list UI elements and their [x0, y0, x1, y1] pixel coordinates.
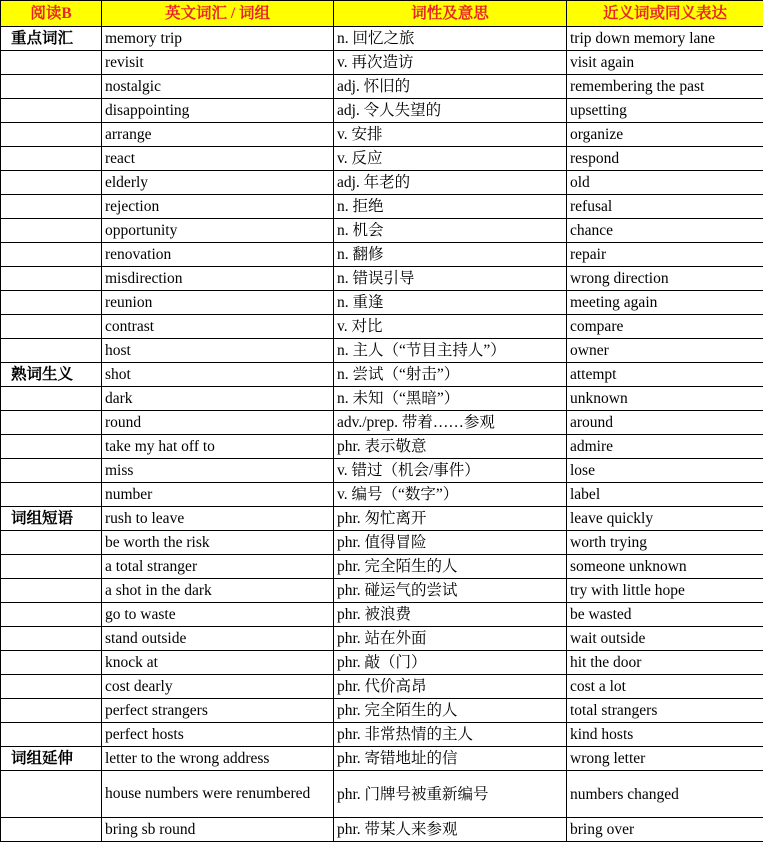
table-row	[1, 579, 763, 603]
category-cell	[1, 99, 102, 123]
table-row	[1, 747, 763, 771]
table-row	[1, 51, 763, 75]
category-cell	[1, 603, 102, 627]
term-cell: round	[102, 411, 334, 435]
category-cell	[1, 291, 102, 315]
synonym-cell: around	[567, 411, 763, 435]
meaning-cell: phr. 完全陌生的人	[334, 699, 567, 723]
synonym-cell: kind hosts	[567, 723, 763, 747]
synonym-cell: remembering the past	[567, 75, 763, 99]
meaning-cell: phr. 带某人来参观	[334, 818, 567, 842]
synonym-cell: leave quickly	[567, 507, 763, 531]
synonym-cell: label	[567, 483, 763, 507]
category-cell	[1, 219, 102, 243]
table-row	[1, 507, 763, 531]
meaning-cell: n. 翻修	[334, 243, 567, 267]
meaning-cell: phr. 代价高昂	[334, 675, 567, 699]
term-cell: knock at	[102, 651, 334, 675]
category-cell	[1, 818, 102, 842]
table-row	[1, 459, 763, 483]
synonym-cell: organize	[567, 123, 763, 147]
category-cell	[1, 483, 102, 507]
category-cell	[1, 267, 102, 291]
table-body	[1, 27, 763, 842]
category-cell	[1, 147, 102, 171]
synonym-cell: wait outside	[567, 627, 763, 651]
synonym-cell: repair	[567, 243, 763, 267]
term-cell: rush to leave	[102, 507, 334, 531]
term-cell: nostalgic	[102, 75, 334, 99]
meaning-cell: phr. 表示敬意	[334, 435, 567, 459]
meaning-cell: phr. 门牌号被重新编号	[334, 771, 567, 818]
meaning-cell: n. 主人（“节目主持人”）	[334, 339, 567, 363]
synonym-cell: compare	[567, 315, 763, 339]
table-row	[1, 75, 763, 99]
synonym-cell: upsetting	[567, 99, 763, 123]
table-row	[1, 99, 763, 123]
header-term: 英文词汇 / 词组	[102, 1, 334, 27]
meaning-cell: phr. 站在外面	[334, 627, 567, 651]
table-row	[1, 555, 763, 579]
term-cell: rejection	[102, 195, 334, 219]
category-cell	[1, 195, 102, 219]
meaning-cell: adj. 年老的	[334, 171, 567, 195]
synonym-cell: hit the door	[567, 651, 763, 675]
category-cell	[1, 339, 102, 363]
synonym-cell: respond	[567, 147, 763, 171]
term-cell: reunion	[102, 291, 334, 315]
table-header-row	[1, 1, 763, 27]
category-cell	[1, 675, 102, 699]
meaning-cell: adj. 怀旧的	[334, 75, 567, 99]
meaning-cell: phr. 碰运气的尝试	[334, 579, 567, 603]
synonym-cell: trip down memory lane	[567, 27, 763, 51]
term-cell: host	[102, 339, 334, 363]
category-cell	[1, 555, 102, 579]
category-cell	[1, 531, 102, 555]
meaning-cell: v. 再次造访	[334, 51, 567, 75]
term-cell: contrast	[102, 315, 334, 339]
category-cell	[1, 459, 102, 483]
table-row	[1, 27, 763, 51]
term-cell: house numbers were renumbered	[102, 771, 334, 818]
table-row	[1, 699, 763, 723]
synonym-cell: try with little hope	[567, 579, 763, 603]
table-row	[1, 818, 763, 842]
synonym-cell: wrong direction	[567, 267, 763, 291]
term-cell: stand outside	[102, 627, 334, 651]
meaning-cell: phr. 被浪费	[334, 603, 567, 627]
meaning-cell: n. 机会	[334, 219, 567, 243]
table-row	[1, 267, 763, 291]
meaning-cell: v. 对比	[334, 315, 567, 339]
meaning-cell: n. 重逢	[334, 291, 567, 315]
category-cell	[1, 75, 102, 99]
meaning-cell: adv./prep. 带着……参观	[334, 411, 567, 435]
table-row	[1, 219, 763, 243]
term-cell: go to waste	[102, 603, 334, 627]
header-synonym: 近义词或同义表达	[567, 1, 763, 27]
term-cell: perfect strangers	[102, 699, 334, 723]
term-cell: arrange	[102, 123, 334, 147]
table-row	[1, 387, 763, 411]
table-row	[1, 675, 763, 699]
table-row	[1, 363, 763, 387]
synonym-cell: cost a lot	[567, 675, 763, 699]
meaning-cell: n. 拒绝	[334, 195, 567, 219]
category-cell	[1, 51, 102, 75]
table-row	[1, 531, 763, 555]
synonym-cell: visit again	[567, 51, 763, 75]
term-cell: elderly	[102, 171, 334, 195]
meaning-cell: v. 反应	[334, 147, 567, 171]
term-cell: perfect hosts	[102, 723, 334, 747]
synonym-cell: someone unknown	[567, 555, 763, 579]
category-cell	[1, 411, 102, 435]
category-cell: 重点词汇	[1, 27, 102, 51]
meaning-cell: phr. 敲（门）	[334, 651, 567, 675]
term-cell: react	[102, 147, 334, 171]
term-cell: bring sb round	[102, 818, 334, 842]
category-cell	[1, 171, 102, 195]
table-row	[1, 723, 763, 747]
table-row	[1, 483, 763, 507]
term-cell: misdirection	[102, 267, 334, 291]
term-cell: dark	[102, 387, 334, 411]
meaning-cell: adj. 令人失望的	[334, 99, 567, 123]
category-cell	[1, 579, 102, 603]
synonym-cell: numbers changed	[567, 771, 763, 818]
term-cell: be worth the risk	[102, 531, 334, 555]
meaning-cell: n. 错误引导	[334, 267, 567, 291]
table-row	[1, 411, 763, 435]
category-cell	[1, 627, 102, 651]
synonym-cell: unknown	[567, 387, 763, 411]
meaning-cell: phr. 非常热情的主人	[334, 723, 567, 747]
table-row	[1, 291, 763, 315]
table-row	[1, 603, 763, 627]
term-cell: shot	[102, 363, 334, 387]
synonym-cell: lose	[567, 459, 763, 483]
synonym-cell: bring over	[567, 818, 763, 842]
category-cell: 熟词生义	[1, 363, 102, 387]
meaning-cell: phr. 值得冒险	[334, 531, 567, 555]
synonym-cell: chance	[567, 219, 763, 243]
category-cell	[1, 435, 102, 459]
category-cell: 词组延伸	[1, 747, 102, 771]
category-cell	[1, 123, 102, 147]
category-cell	[1, 387, 102, 411]
term-cell: memory trip	[102, 27, 334, 51]
term-cell: take my hat off to	[102, 435, 334, 459]
synonym-cell: owner	[567, 339, 763, 363]
term-cell: opportunity	[102, 219, 334, 243]
term-cell: a shot in the dark	[102, 579, 334, 603]
synonym-cell: wrong letter	[567, 747, 763, 771]
meaning-cell: phr. 匆忙离开	[334, 507, 567, 531]
meaning-cell: n. 未知（“黑暗”）	[334, 387, 567, 411]
synonym-cell: refusal	[567, 195, 763, 219]
table-row	[1, 315, 763, 339]
meaning-cell: v. 安排	[334, 123, 567, 147]
term-cell: number	[102, 483, 334, 507]
term-cell: renovation	[102, 243, 334, 267]
header-section: 阅读B	[1, 1, 102, 27]
term-cell: letter to the wrong address	[102, 747, 334, 771]
term-cell: disappointing	[102, 99, 334, 123]
synonym-cell: worth trying	[567, 531, 763, 555]
synonym-cell: old	[567, 171, 763, 195]
table-row	[1, 147, 763, 171]
category-cell	[1, 243, 102, 267]
meaning-cell: v. 编号（“数字”）	[334, 483, 567, 507]
synonym-cell: be wasted	[567, 603, 763, 627]
meaning-cell: phr. 完全陌生的人	[334, 555, 567, 579]
category-cell	[1, 699, 102, 723]
table-row	[1, 651, 763, 675]
synonym-cell: meeting again	[567, 291, 763, 315]
category-cell	[1, 723, 102, 747]
table-row	[1, 339, 763, 363]
category-cell	[1, 651, 102, 675]
header-meaning: 词性及意思	[334, 1, 567, 27]
table-row	[1, 171, 763, 195]
meaning-cell: phr. 寄错地址的信	[334, 747, 567, 771]
synonym-cell: admire	[567, 435, 763, 459]
table-row	[1, 771, 763, 818]
table-row	[1, 435, 763, 459]
term-cell: cost dearly	[102, 675, 334, 699]
term-cell: revisit	[102, 51, 334, 75]
term-cell: miss	[102, 459, 334, 483]
table-row	[1, 627, 763, 651]
category-cell: 词组短语	[1, 507, 102, 531]
table-row	[1, 243, 763, 267]
synonym-cell: total strangers	[567, 699, 763, 723]
category-cell	[1, 315, 102, 339]
table-row	[1, 123, 763, 147]
meaning-cell: n. 尝试（“射击”）	[334, 363, 567, 387]
term-cell: a total stranger	[102, 555, 334, 579]
meaning-cell: n. 回忆之旅	[334, 27, 567, 51]
meaning-cell: v. 错过（机会/事件）	[334, 459, 567, 483]
category-cell	[1, 771, 102, 818]
synonym-cell: attempt	[567, 363, 763, 387]
table-row	[1, 195, 763, 219]
